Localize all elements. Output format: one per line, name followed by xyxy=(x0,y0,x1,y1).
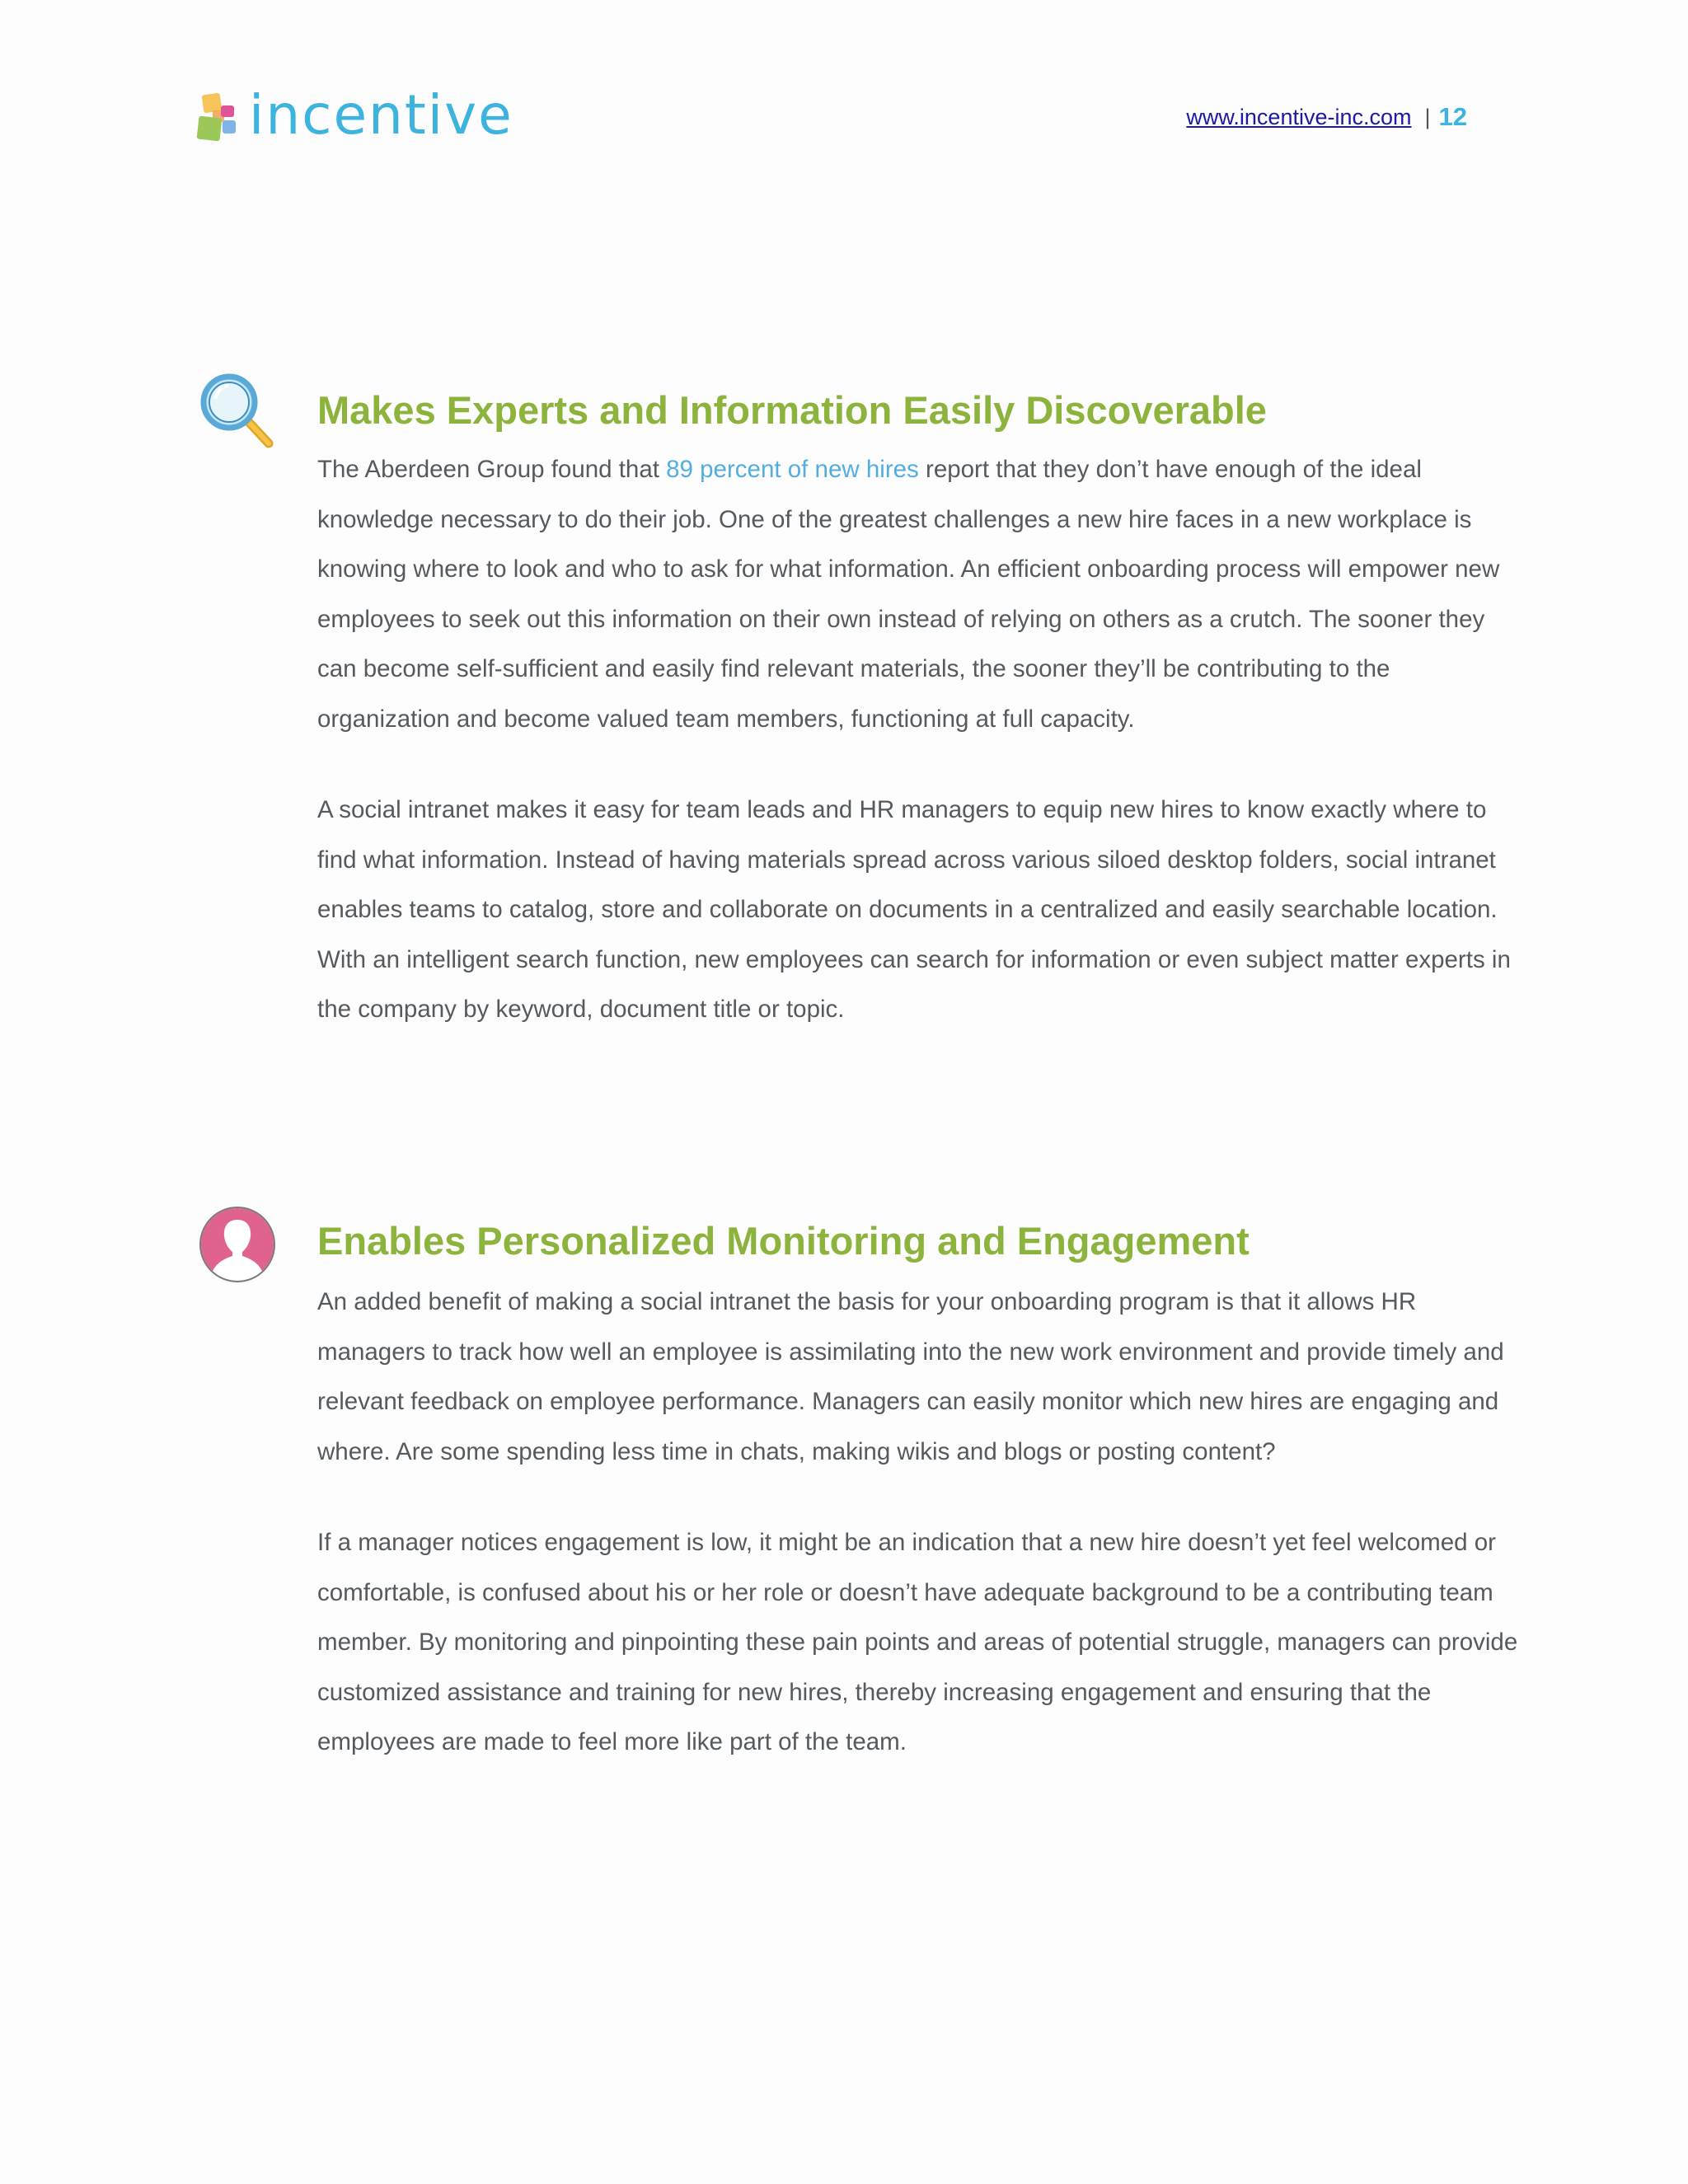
paragraph: An added benefit of making a social intranet the basis for your onboarding program is that it allows HR managers to track how well an employee is assimilating into the new work environment and provide timely and relevant feedback on employee performance. Managers can easily monitor which new hires are engaging and where. Are some spending less time in chats, making wikis and blogs or posting content? xyxy=(317,1288,1504,1465)
paragraph-text: The Aberdeen Group found that xyxy=(317,456,667,483)
user-avatar-icon xyxy=(198,1205,277,1284)
magnifier-icon xyxy=(198,371,277,450)
section-body xyxy=(317,445,1529,1035)
section-title: Enables Personalized Monitoring and Engagement xyxy=(317,1219,1250,1263)
logo-mark-icon xyxy=(198,89,244,142)
website-link[interactable]: www.incentive-inc.com xyxy=(1186,104,1412,129)
paragraph: If a manager notices engagement is low, it might be an indication that a new hire doesn’t yet feel welcomed or comfortable, is confused about his or her role or doesn’t have adequate background to be a contributing team member. By monitoring and pinpointing these pain points and areas of potential struggle, managers can provide customized assistance and training for new hires, thereby increasing engagement and ensuring that the employees are made to feel more like part of the team. xyxy=(317,1529,1518,1755)
section-title: Makes Experts and Information Easily Discoverable xyxy=(317,388,1267,432)
header-separator: | xyxy=(1424,104,1431,129)
incentive-logo xyxy=(198,82,513,148)
logo-text: incentive xyxy=(249,83,513,147)
page-number: 12 xyxy=(1438,102,1467,131)
paragraph-text: report that they don’t have enough of the ideal knowledge necessary to do their job. One of the greatest challenges a new hire faces in a new workplace is knowing where to look and who to ask for what information. An efficient onboarding process will empower new employees to seek out this information on their own instead of relying on others as a crutch. The sooner they can become self-sufficient and easily find relevant materials, the sooner they’ll be contributing to the organization and become valued team members, functioning at full capacity. xyxy=(317,456,1500,733)
page-header-info xyxy=(1186,102,1467,132)
paragraph: A social intranet makes it easy for team leads and HR managers to equip new hires to know exactly where to find what information. Instead of having materials spread across various siloed desktop folders, social intranet enables teams to catalog, store and collaborate on documents in a centralized and easily searchable location. With an intelligent search function, new employees can search for information or even subject matter experts in the company by keyword, document title or topic. xyxy=(317,796,1511,1023)
paragraph xyxy=(317,445,1529,744)
section-body xyxy=(317,1277,1529,1768)
statistic-link[interactable]: 89 percent of new hires xyxy=(666,456,919,483)
